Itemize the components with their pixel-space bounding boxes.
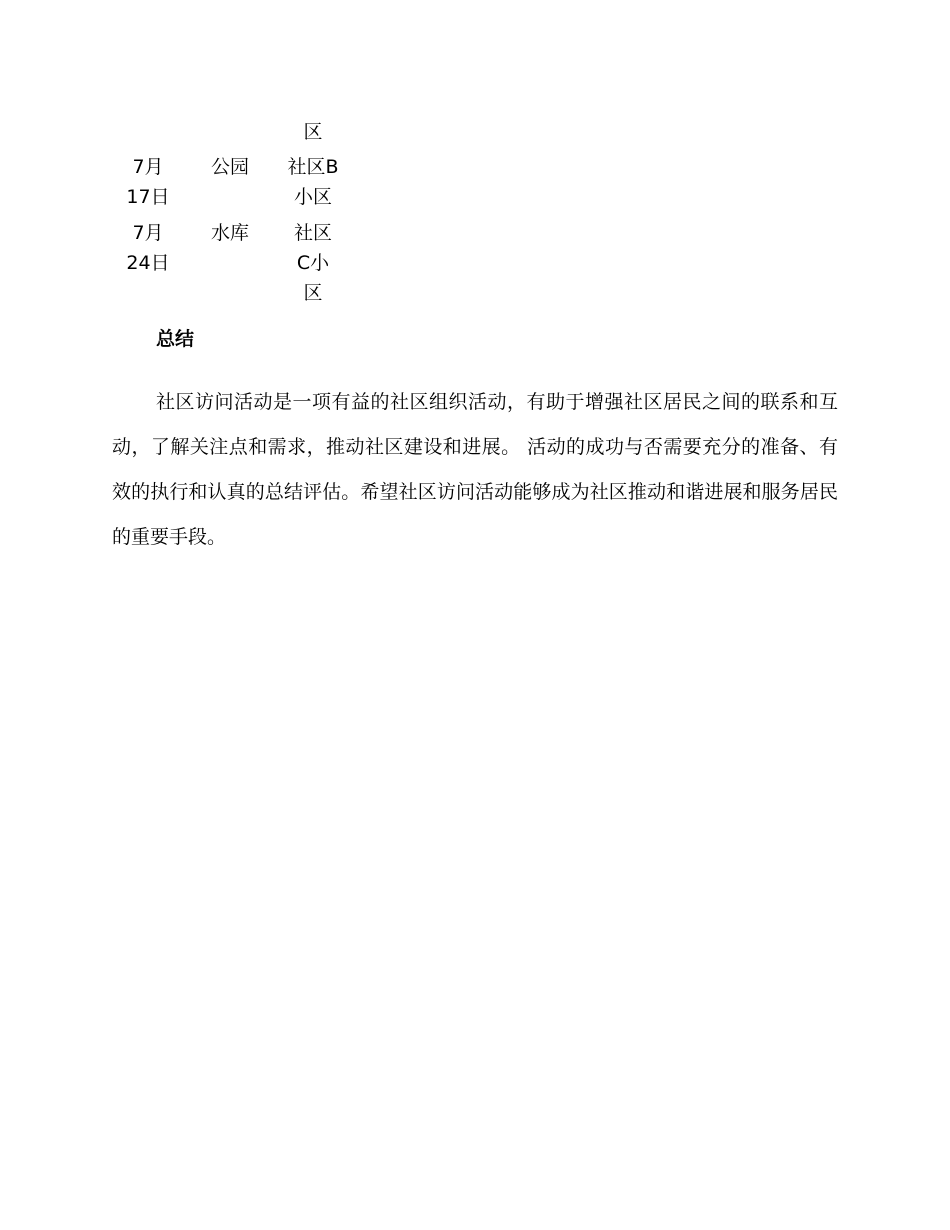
summary-paragraph: 社区访问活动是一项有益的社区组织活动，有助于增强社区居民之间的联系和互动，了解关注点和需求，推动社区建设和进展。 活动的成功与否需要充分的准备、有效的执行和认真的总结评估。希望社区访问活动能够成为社区推动和谐进展和服务居民的重要手段。	[112, 391, 838, 548]
table-cell-place: 水库	[210, 222, 249, 244]
table-cell-place: 公园	[210, 156, 249, 178]
table-cell-community: 社区B 小区	[287, 156, 339, 208]
table-cell-continued: 区	[303, 121, 323, 143]
table-cell-date: 7月 17日	[126, 156, 170, 208]
table-cell-community: 社区 C小 区	[293, 222, 332, 304]
summary-heading: 总结	[156, 328, 195, 350]
table-cell-date: 7月 24日	[126, 222, 170, 274]
